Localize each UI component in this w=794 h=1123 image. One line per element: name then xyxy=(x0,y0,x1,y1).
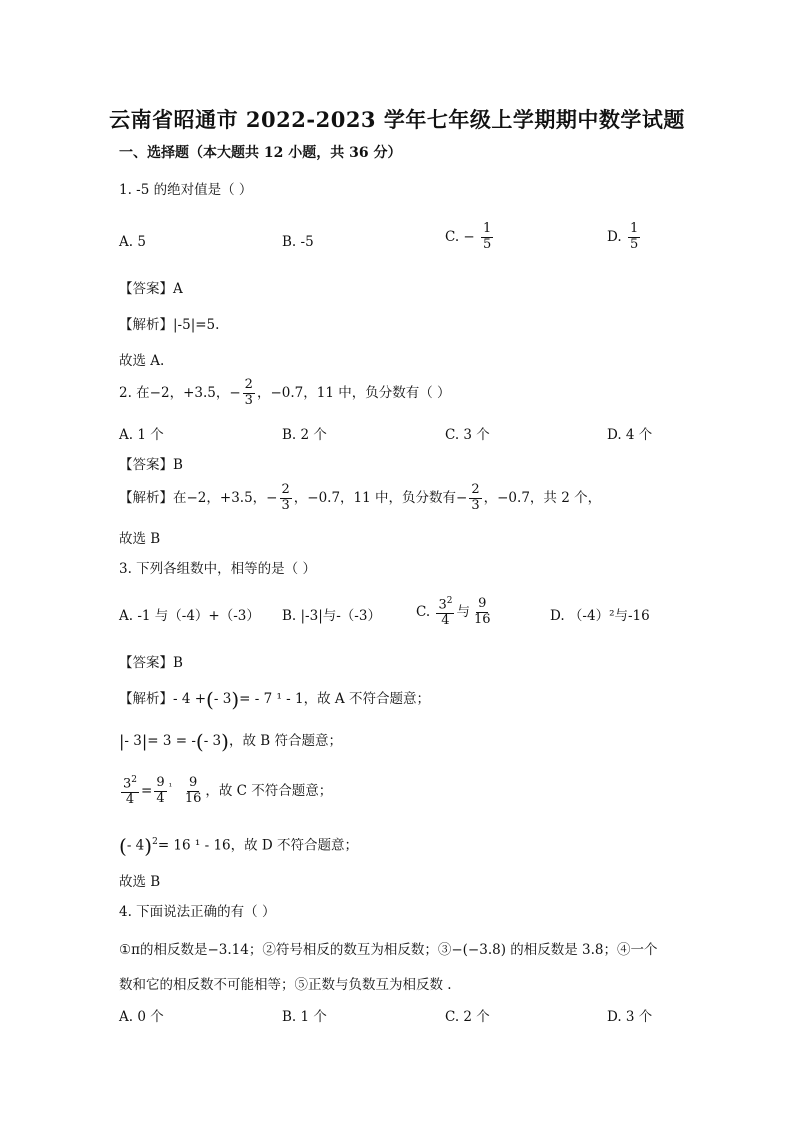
left-paren: ( xyxy=(195,729,204,754)
q2-option-a: A. 1 个 xyxy=(119,427,164,443)
abs-bar-right: | xyxy=(141,731,148,751)
q1-option-d-fraction xyxy=(628,222,640,253)
q3-option-c xyxy=(416,596,495,629)
fraction-denominator: 5 xyxy=(483,236,492,252)
fraction-denominator: 16 xyxy=(473,612,491,628)
right-paren: ) xyxy=(221,729,229,754)
q3-option-a: A. -1 与（-4）+（-3） xyxy=(119,608,260,624)
power-exponent: 2 xyxy=(446,596,453,606)
q1-answer: 【答案】A xyxy=(119,281,183,297)
q4-body-line-2: 数和它的相反数不可能相等；⑤正数与负数互为相反数 . xyxy=(119,977,452,993)
fraction-denominator: 3 xyxy=(244,392,253,408)
q2-stem-fraction xyxy=(243,378,255,409)
q2-conclusion: 故选 B xyxy=(119,531,161,547)
q2-answer: 【答案】B xyxy=(119,457,183,473)
q3-analysis-c-fraction-3 xyxy=(183,776,204,807)
q1-option-c-prefix: C. − xyxy=(445,228,475,245)
section-heading: 一、选择题（本大题共 12 小题，共 36 分） xyxy=(119,145,402,161)
q1-option-c xyxy=(445,222,495,253)
q3-analysis-c-fraction xyxy=(121,775,139,808)
q3-answer: 【答案】B xyxy=(119,655,183,671)
q2-option-c: C. 3 个 xyxy=(445,427,490,443)
q2-option-b: B. 2 个 xyxy=(282,427,327,443)
q2-stem-pre: 2. 在−2，+3.5，− xyxy=(119,384,241,401)
fraction-denominator: 4 xyxy=(441,613,450,629)
q3-stem: 3. 下列各组数中，相等的是（ ） xyxy=(119,561,316,577)
q2-analysis-fraction-2 xyxy=(469,483,481,514)
fraction-numerator: 2 xyxy=(244,377,253,392)
left-paren: ( xyxy=(206,687,214,712)
left-paren: ( xyxy=(119,834,127,858)
power-exponent: 2 xyxy=(152,837,158,847)
fraction-denominator: 4 xyxy=(156,791,165,807)
fraction-numerator: 2 xyxy=(281,482,290,497)
fraction-numerator: 1 xyxy=(483,221,492,236)
q2-stem-post: ，−0.7，11 中，负分数有（ ） xyxy=(256,384,451,401)
q4-body-line-1: ①π的相反数是−3.14；②符号相反的数互为相反数；③−(−3.8) 的相反数是 3.8；④一个 xyxy=(119,942,658,958)
q3-analysis-b-abs: - 3 xyxy=(124,733,142,749)
q3-analysis-d-inner: - 4 xyxy=(126,837,145,854)
power-base: 3 xyxy=(438,597,447,613)
q4-option-a: A. 0 个 xyxy=(119,1009,164,1025)
q3-option-c-prefix: C. xyxy=(416,604,431,621)
q3-option-c-fraction-2 xyxy=(472,597,493,628)
q1-stem: 1. -5 的绝对值是（ ） xyxy=(119,182,253,198)
q1-conclusion: 故选 A. xyxy=(119,353,165,369)
fraction-numerator: 9 xyxy=(188,775,198,791)
q3-option-c-fraction xyxy=(436,596,454,629)
q3-analysis-a-post: = - 7 ¹ - 1，故 A 不符合题意； xyxy=(239,691,430,707)
q3-option-d: D. （-4）²与-16 xyxy=(550,608,650,624)
document-title: 云南省昭通市 2022-2023 学年七年级上学期期中数学试题 xyxy=(109,107,685,132)
q1-analysis: 【解析】|-5|=5. xyxy=(119,317,220,333)
right-paren: ) xyxy=(144,834,153,858)
right-paren: ) xyxy=(231,687,240,712)
fraction-numerator xyxy=(121,775,139,793)
power-base: 3 xyxy=(123,776,132,792)
q3-analysis-b-inner: - 3 xyxy=(203,733,222,749)
q3-analysis-d-post: = 16 ¹ - 16，故 D 不符合题意； xyxy=(157,837,359,854)
fraction-numerator: 1 xyxy=(629,221,639,236)
fraction-denominator: 4 xyxy=(125,792,135,808)
q2-option-d: D. 4 个 xyxy=(607,427,653,443)
equals-sign: = xyxy=(141,783,153,800)
q3-analysis-a xyxy=(119,689,430,710)
q3-analysis-a-pre: 【解析】- 4 + xyxy=(119,691,207,707)
q1-option-a: A. 5 xyxy=(119,234,146,250)
q3-analysis-b-mid: = 3 = - xyxy=(147,733,196,749)
q1-option-d-prefix: D. xyxy=(607,228,622,245)
q2-stem xyxy=(119,378,451,409)
q4-option-d: D. 3 个 xyxy=(607,1009,653,1025)
q1-option-d xyxy=(607,222,642,253)
q2-analysis-pre: 【解析】在−2，+3.5，− xyxy=(119,489,278,506)
q3-analysis-c xyxy=(119,775,332,808)
q3-analysis-c-post: ，故 C 不符合题意； xyxy=(205,783,333,800)
fraction-numerator xyxy=(436,596,454,614)
fraction-denominator: 16 xyxy=(184,791,202,807)
q4-option-c: C. 2 个 xyxy=(445,1009,490,1025)
q4-stem: 4. 下面说法正确的有（ ） xyxy=(119,904,276,920)
q3-analysis-a-inner: - 3 xyxy=(213,691,232,707)
fraction-numerator: 9 xyxy=(478,596,487,612)
fraction-denominator: 3 xyxy=(281,497,290,513)
q2-analysis xyxy=(119,483,601,514)
q3-option-c-mid: 与 xyxy=(456,604,470,621)
q2-analysis-fraction xyxy=(280,483,292,514)
q4-option-b: B. 1 个 xyxy=(282,1009,327,1025)
q2-analysis-mid: ，−0.7，11 中，负分数有− xyxy=(293,489,468,506)
q3-analysis-c-fraction-2 xyxy=(154,776,166,807)
q3-analysis-b-post: ，故 B 符合题意； xyxy=(228,733,342,749)
q3-analysis-d xyxy=(119,832,358,856)
fraction-denominator: 3 xyxy=(471,497,480,513)
q1-option-c-fraction xyxy=(481,222,493,253)
power-exponent: 2 xyxy=(131,775,138,785)
not-equal-glyph: ¹ xyxy=(168,782,173,793)
fraction-numerator: 2 xyxy=(471,482,480,497)
abs-bar-left: | xyxy=(119,731,125,751)
q3-option-b: B. |-3|与-（-3） xyxy=(282,608,381,624)
q3-conclusion: 故选 B xyxy=(119,874,161,890)
fraction-denominator: 5 xyxy=(629,236,639,252)
q1-option-b: B. -5 xyxy=(282,234,314,250)
fraction-numerator: 9 xyxy=(156,775,165,791)
q2-analysis-post: ，−0.7，共 2 个， xyxy=(483,489,602,506)
q3-analysis-b xyxy=(119,731,342,752)
